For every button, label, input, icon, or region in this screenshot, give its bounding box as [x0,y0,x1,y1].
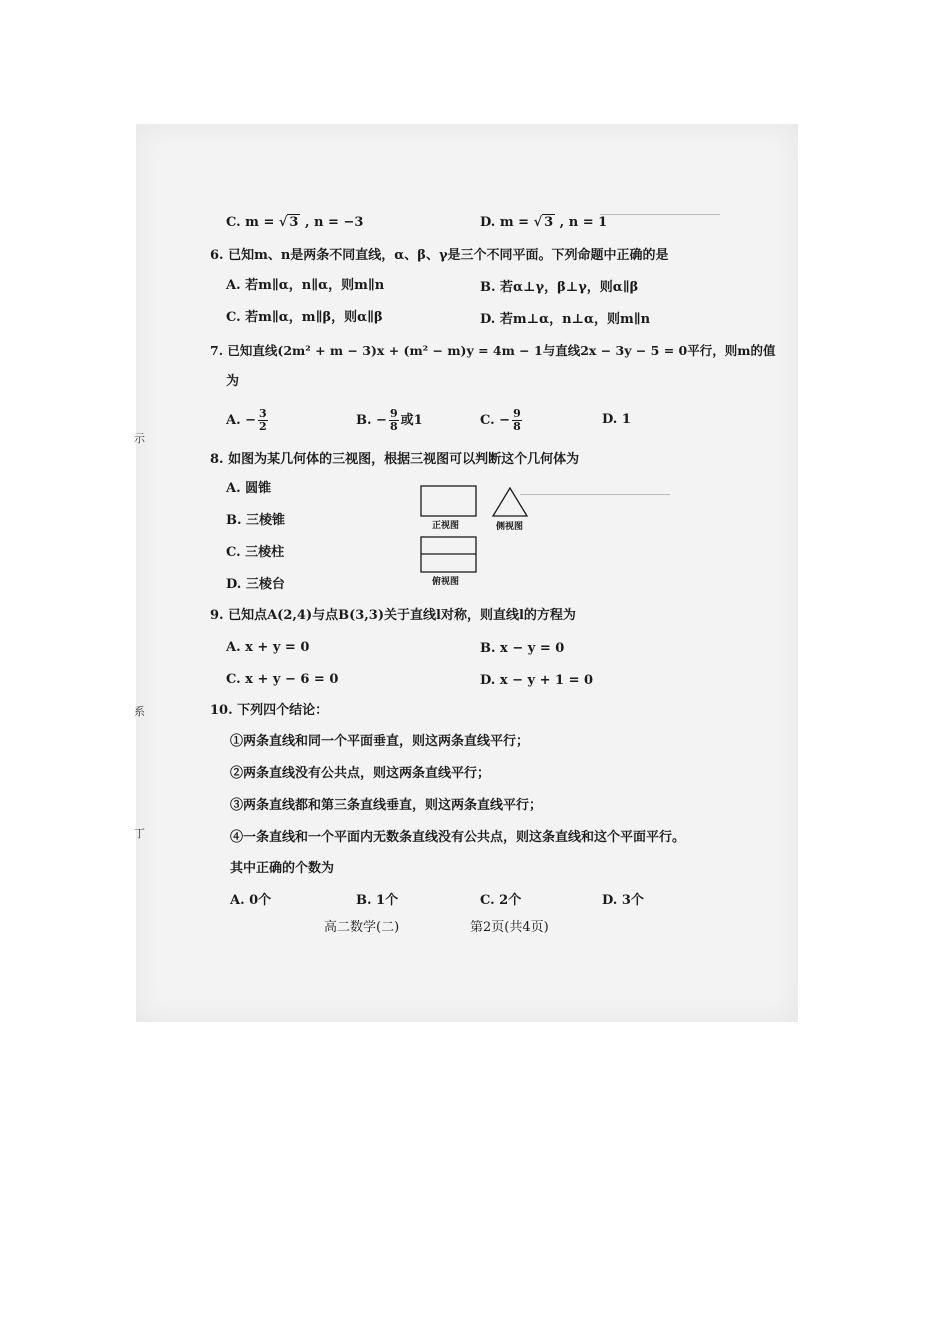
q6-option-b: B. 若α⊥γ，β⊥γ，则α∥β [480,280,639,295]
footer-page-number: 第2页(共4页) [470,920,549,935]
front-view-label: 正视图 [432,521,460,531]
q7-option-d: D. 1 [602,412,631,427]
q10-statement-2: ②两条直线没有公共点，则这两条直线平行； [230,766,491,781]
q7-option-c: C. − $\frac{9}{8}$ [480,407,521,433]
scan-artifact-line [600,214,720,215]
q8-option-c: C. 三棱柱 [226,545,285,560]
q8-option-d: D. 三棱台 [226,577,285,592]
footer-subject: 高二数学(二) [324,920,400,935]
q10-option-d: D. 3个 [602,893,644,908]
q9-option-c: C. x + y − 6 = 0 [226,672,339,687]
q9-option-a: A. x + y = 0 [226,640,310,655]
q5-option-c: C. m = √ 3 , n = −3 [226,215,364,230]
q10-statement-4: ④一条直线和一个平面内无数条直线没有公共点，则这条直线和这个平面平行。 [230,830,686,845]
scan-artifact-line [520,494,670,495]
top-view-label: 俯视图 [432,577,460,587]
q10-option-c: C. 2个 [480,893,522,908]
q7-stem-cont: 为 [226,374,240,389]
q8-option-a: A. 圆锥 [226,481,272,496]
q7-stem: 7. 已知直线(2m² + m − 3)x + (m² − m)y = 4m − 1与直线2x − 3y − 5 = 0平行，则m的值 [210,343,776,358]
q6-option-c: C. 若m∥α，m∥β，则α∥β [226,310,383,325]
margin-mark: 示 [134,432,145,445]
q9-option-b: B. x − y = 0 [480,641,565,656]
q10-statement-3: ③两条直线都和第三条直线垂直，则这两条直线平行； [230,798,543,813]
q6-option-a: A. 若m∥α，n∥α，则m∥n [226,278,385,293]
side-view-label: 侧视图 [496,522,524,532]
q10-ask: 其中正确的个数为 [230,861,335,876]
q9-stem: 9. 已知点A(2,4)与点B(3,3)关于直线l对称，则直线l的方程为 [210,608,576,623]
side-view-triangle [493,488,527,516]
margin-mark: 系 [134,705,145,718]
q10-option-a: A. 0个 [230,893,272,908]
q8-option-b: B. 三棱锥 [226,513,286,528]
q10-statement-1: ①两条直线和同一个平面垂直，则这两条直线平行； [230,734,530,749]
q7-option-a: A. − $\frac{3}{2}$ [226,407,267,433]
front-view-rect [421,486,476,516]
margin-mark: 丁 [134,827,145,840]
q7-option-b: B. − $\frac{9}{8}$ 或1 [356,407,423,433]
q6-stem: 6. 已知m、n是两条不同直线，α、β、γ是三个不同平面。下列命题中正确的是 [210,248,669,263]
q10-stem: 10. 下列四个结论： [210,703,329,718]
q5-option-d: D. m = √ 3 , n = 1 [480,215,608,230]
q9-option-d: D. x − y + 1 = 0 [480,673,594,688]
q8-stem: 8. 如图为某几何体的三视图，根据三视图可以判断这个几何体为 [210,452,580,467]
q10-option-b: B. 1个 [356,893,399,908]
q6-option-d: D. 若m⊥α，n⊥α，则m∥n [480,312,651,327]
